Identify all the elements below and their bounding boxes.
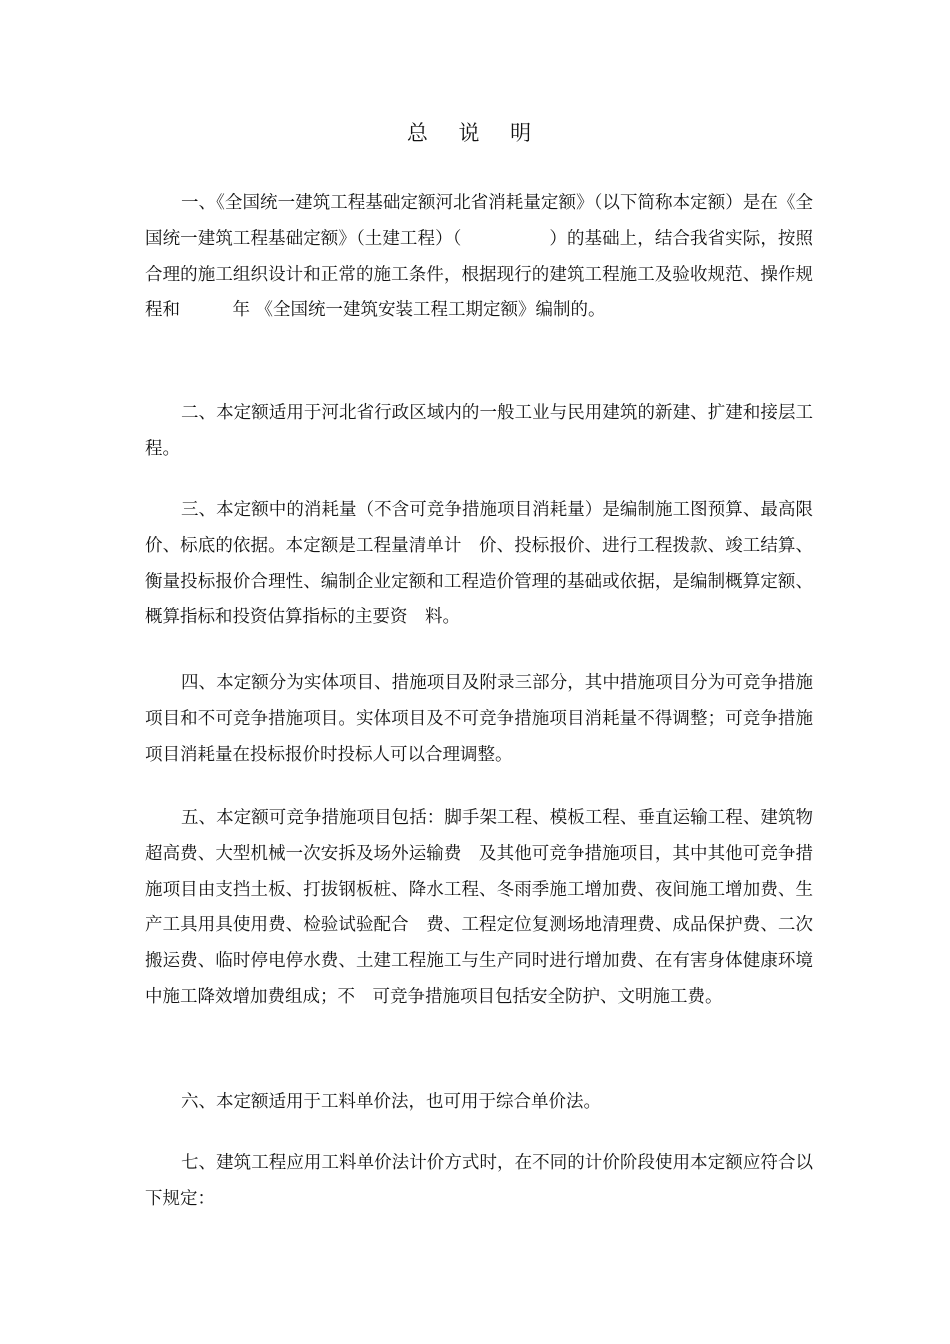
paragraph-7: 七、建筑工程应用工料单价法计价方式时，在不同的计价阶段使用本定额应符合以下规定： xyxy=(145,1153,813,1209)
paragraph-5: 五、本定额可竞争措施项目包括：脚手架工程、模板工程、垂直运输工程、建筑物超高费、大型机械一次安拆及场外运输费 及其他可竞争措施项目，其中其他可竞争措施项目由支挡土板、打拔钢板桩、降水工程、冬雨季施工增加费、夜间施工增加费、生产工具用具使用费、检验试验配合 费、工程定位复测场地清理费、成品保护费、二次搬运费、临时停电停水费、土建工程施工与生产同时进行增加费、在有害身体健康环境中施工降效增加费组成；不 可竞争措施项目包括安全防护、文明施工费。 xyxy=(145,808,813,1007)
paragraph-1: 一、《全国统一建筑工程基础定额河北省消耗量定额》（以下简称本定额）是在《全国统一建筑工程基础定额》（土建工程）（ ）的基础上，结合我省实际，按照合理的施工组织设计和正常的施工条件，根据现行的建筑工程施工及验收规范、操作规程和 年 《全国统一建筑安装工程工期定额》编制的。 xyxy=(145,193,813,321)
paragraph-3: 三、本定额中的消耗量（不含可竞争措施项目消耗量）是编制施工图预算、最高限价、标底的依据。本定额是工程量清单计 价、投标报价、进行工程拨款、竣工结算、衡量投标报价合理性、编制企业定额和工程造价管理的基础或依据，是编制概算定额、概算指标和投资估算指标的主要资 料。 xyxy=(145,500,813,628)
paragraph-4: 四、本定额分为实体项目、措施项目及附录三部分，其中措施项目分为可竞争措施项目和不可竞争措施项目。实体项目及不可竞争措施项目消耗量不得调整；可竞争措施项目消耗量在投标报价时投标人可以合理调整。 xyxy=(145,673,813,765)
paragraph-6: 六、本定额适用于工料单价法，也可用于综合单价法。 xyxy=(181,1092,601,1112)
page-title: 总 说 明 xyxy=(406,121,544,145)
paragraph-2: 二、本定额适用于河北省行政区域内的一般工业与民用建筑的新建、扩建和接层工程。 xyxy=(145,403,813,459)
